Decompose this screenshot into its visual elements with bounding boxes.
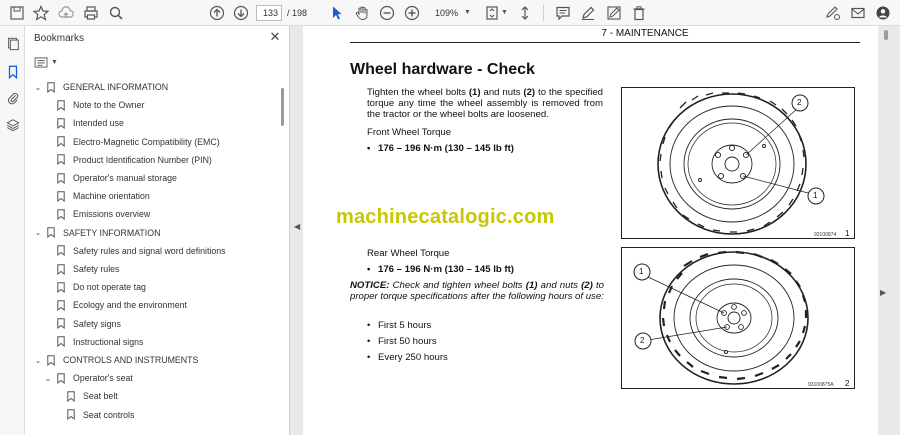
scroll-mode-icon[interactable] bbox=[515, 3, 535, 23]
callout-label: 2 bbox=[797, 98, 802, 107]
panel-title: Bookmarks bbox=[34, 33, 85, 44]
chevron-down-icon[interactable]: ⌄ bbox=[44, 373, 52, 383]
toolbar bbox=[0, 0, 900, 26]
bookmark-icon bbox=[57, 154, 65, 165]
front-torque-label: Front Wheel Torque bbox=[367, 127, 452, 138]
account-icon[interactable] bbox=[873, 3, 893, 23]
bookmark-item[interactable] bbox=[43, 296, 187, 314]
attachments-icon[interactable] bbox=[4, 89, 21, 106]
bookmark-label: Note to the Owner bbox=[73, 100, 145, 111]
bookmark-item[interactable] bbox=[33, 351, 198, 369]
bookmark-item[interactable] bbox=[43, 133, 220, 151]
side-rail bbox=[0, 26, 25, 435]
pdf-page bbox=[303, 26, 878, 435]
print-icon[interactable] bbox=[81, 3, 101, 23]
list-options-icon bbox=[34, 57, 49, 68]
bookmark-item[interactable] bbox=[33, 78, 168, 96]
document-scrollbar-thumb[interactable] bbox=[884, 30, 888, 40]
bookmark-item[interactable] bbox=[43, 260, 119, 278]
page-heading: Wheel hardware - Check bbox=[350, 61, 535, 78]
bookmark-label: CONTROLS AND INSTRUMENTS bbox=[63, 355, 199, 365]
bookmark-item[interactable] bbox=[43, 369, 133, 387]
next-page-icon[interactable] bbox=[231, 3, 251, 23]
zoom-level-select[interactable]: 109% bbox=[435, 8, 459, 18]
callout-label: 1 bbox=[813, 191, 818, 200]
page-fit-dropdown-icon[interactable]: ▼ bbox=[501, 9, 508, 16]
bookmark-icon bbox=[57, 245, 65, 256]
bookmark-icon bbox=[47, 227, 55, 238]
bookmark-icon bbox=[47, 355, 55, 366]
bookmark-label: Do not operate tag bbox=[73, 282, 146, 293]
hours-item: • First 50 hours bbox=[367, 336, 437, 347]
collapse-right-icon[interactable]: ▶ bbox=[880, 288, 887, 297]
bookmark-label: Safety rules and signal word definitions bbox=[73, 245, 226, 256]
chevron-down-icon[interactable]: ⌄ bbox=[34, 82, 42, 92]
bookmark-label: Product Identification Number (PIN) bbox=[73, 154, 212, 165]
bookmark-label: Machine orientation bbox=[73, 191, 150, 202]
callout-label: 1 bbox=[639, 267, 644, 276]
bookmarks-panel bbox=[25, 26, 290, 435]
bookmark-item[interactable] bbox=[43, 242, 226, 260]
front-wheel-figure bbox=[621, 87, 855, 239]
bookmark-item[interactable] bbox=[43, 151, 212, 169]
bookmark-scrollbar-thumb[interactable] bbox=[281, 88, 284, 126]
bookmark-item[interactable] bbox=[43, 278, 146, 296]
hand-tool-icon[interactable] bbox=[352, 3, 372, 23]
bookmark-label: Emissions overview bbox=[73, 209, 151, 220]
bookmark-icon bbox=[57, 282, 65, 293]
close-icon[interactable]: ✕ bbox=[269, 29, 281, 44]
bookmark-icon bbox=[47, 82, 55, 93]
front-torque-value: • 176 – 196 N·m (130 – 145 lb ft) bbox=[367, 143, 514, 154]
bookmark-label: Ecology and the environment bbox=[73, 300, 187, 311]
cloud-upload-icon[interactable] bbox=[56, 3, 76, 23]
notice-paragraph: NOTICE: Check and tighten wheel bolts (1) and nuts (2) to proper torque specifications after the following hours of use: bbox=[350, 280, 605, 302]
figure-number: 1 bbox=[845, 229, 850, 238]
comment-icon[interactable] bbox=[553, 3, 573, 23]
bookmark-icon bbox=[57, 191, 65, 202]
delete-icon[interactable] bbox=[629, 3, 649, 23]
bookmark-label: Safety rules bbox=[73, 264, 120, 274]
bookmark-label: SAFETY INFORMATION bbox=[63, 227, 161, 238]
bookmark-label: Operator's seat bbox=[73, 373, 133, 384]
bookmark-options-button[interactable] bbox=[34, 55, 58, 69]
bookmark-item[interactable] bbox=[43, 114, 124, 132]
bookmark-item[interactable] bbox=[53, 387, 118, 405]
bookmark-icon bbox=[57, 209, 65, 220]
collapse-left-icon[interactable]: ◀ bbox=[294, 222, 301, 231]
bookmark-icon bbox=[57, 300, 65, 311]
bookmark-icon bbox=[57, 373, 65, 384]
figure-number: 2 bbox=[845, 379, 850, 388]
zoom-out-icon[interactable] bbox=[377, 3, 397, 23]
watermark-text: machinecatalogic.com bbox=[336, 206, 555, 228]
bookmark-item[interactable] bbox=[43, 96, 144, 114]
front-wheel-illustration bbox=[622, 88, 856, 240]
select-cursor-icon[interactable] bbox=[327, 3, 347, 23]
chevron-down-icon[interactable]: ⌄ bbox=[34, 228, 42, 238]
hours-item: • First 5 hours bbox=[367, 320, 432, 331]
bookmark-item[interactable] bbox=[43, 333, 143, 351]
bookmark-icon bbox=[57, 173, 65, 184]
page-number-input[interactable]: 133 bbox=[256, 5, 282, 21]
bookmark-item[interactable] bbox=[43, 187, 150, 205]
layers-icon[interactable] bbox=[4, 116, 21, 133]
rear-torque-value: • 176 – 196 N·m (130 – 145 lb ft) bbox=[367, 264, 514, 275]
bookmark-scrollbar[interactable] bbox=[281, 80, 286, 435]
callout-label: 2 bbox=[640, 336, 645, 345]
save-icon[interactable] bbox=[7, 3, 27, 23]
bookmark-label: Electro-Magnetic Compatibility (EMC) bbox=[73, 136, 220, 147]
bookmark-label: Instructional signs bbox=[73, 336, 144, 347]
bookmark-icon bbox=[57, 336, 65, 347]
bookmarks-rail-icon[interactable] bbox=[4, 63, 21, 80]
chevron-down-icon[interactable]: ⌄ bbox=[34, 355, 42, 365]
page-total: / 198 bbox=[287, 8, 308, 18]
rear-wheel-illustration bbox=[622, 248, 856, 390]
bookmark-item[interactable] bbox=[33, 224, 160, 242]
thumbnails-icon[interactable] bbox=[4, 35, 21, 52]
draw-icon[interactable] bbox=[604, 3, 624, 23]
intro-paragraph: Tighten the wheel bolts (1) and nuts (2) to the specified torque any time the wheel assembly is removed from the tractor or the wheel bolts are loosened. bbox=[367, 87, 604, 120]
bookmark-label: Seat controls bbox=[83, 409, 135, 420]
bookmark-label: Safety signs bbox=[73, 318, 121, 329]
section-header: 7 - MAINTENANCE bbox=[601, 28, 689, 39]
bookmark-item[interactable] bbox=[43, 205, 150, 223]
bookmark-icon bbox=[57, 264, 65, 275]
rear-torque-label: Rear Wheel Torque bbox=[367, 248, 450, 259]
bookmark-label: Seat belt bbox=[83, 391, 118, 402]
bookmark-label: GENERAL INFORMATION bbox=[63, 82, 169, 92]
page-fit-icon[interactable] bbox=[482, 3, 502, 23]
rear-wheel-figure bbox=[621, 247, 855, 389]
figure-code: 93100874 bbox=[814, 232, 837, 238]
star-icon[interactable] bbox=[31, 3, 51, 23]
bookmark-icon bbox=[57, 118, 65, 129]
zoom-search-icon[interactable] bbox=[106, 3, 126, 23]
options-dropdown-icon: ▼ bbox=[51, 58, 58, 66]
zoom-in-icon[interactable] bbox=[402, 3, 422, 23]
hours-item: • Every 250 hours bbox=[367, 352, 448, 363]
bookmark-icon bbox=[57, 136, 65, 147]
bookmark-label: Intended use bbox=[73, 118, 124, 129]
sign-icon[interactable] bbox=[823, 3, 843, 23]
email-icon[interactable] bbox=[848, 3, 868, 23]
bookmark-icon bbox=[67, 409, 75, 420]
bookmark-item[interactable] bbox=[43, 315, 121, 333]
bookmark-icon bbox=[57, 100, 65, 111]
section-rule bbox=[350, 42, 860, 43]
figure-code: 93100875A bbox=[808, 382, 834, 388]
highlight-pen-icon[interactable] bbox=[578, 3, 598, 23]
bookmark-label: Operator's manual storage bbox=[73, 173, 177, 183]
bookmark-icon bbox=[57, 318, 65, 329]
bookmark-item[interactable] bbox=[53, 406, 134, 424]
previous-page-icon[interactable] bbox=[207, 3, 227, 23]
bookmark-item[interactable] bbox=[43, 169, 177, 187]
bookmark-icon bbox=[67, 391, 75, 402]
zoom-dropdown-icon[interactable]: ▼ bbox=[464, 9, 471, 16]
